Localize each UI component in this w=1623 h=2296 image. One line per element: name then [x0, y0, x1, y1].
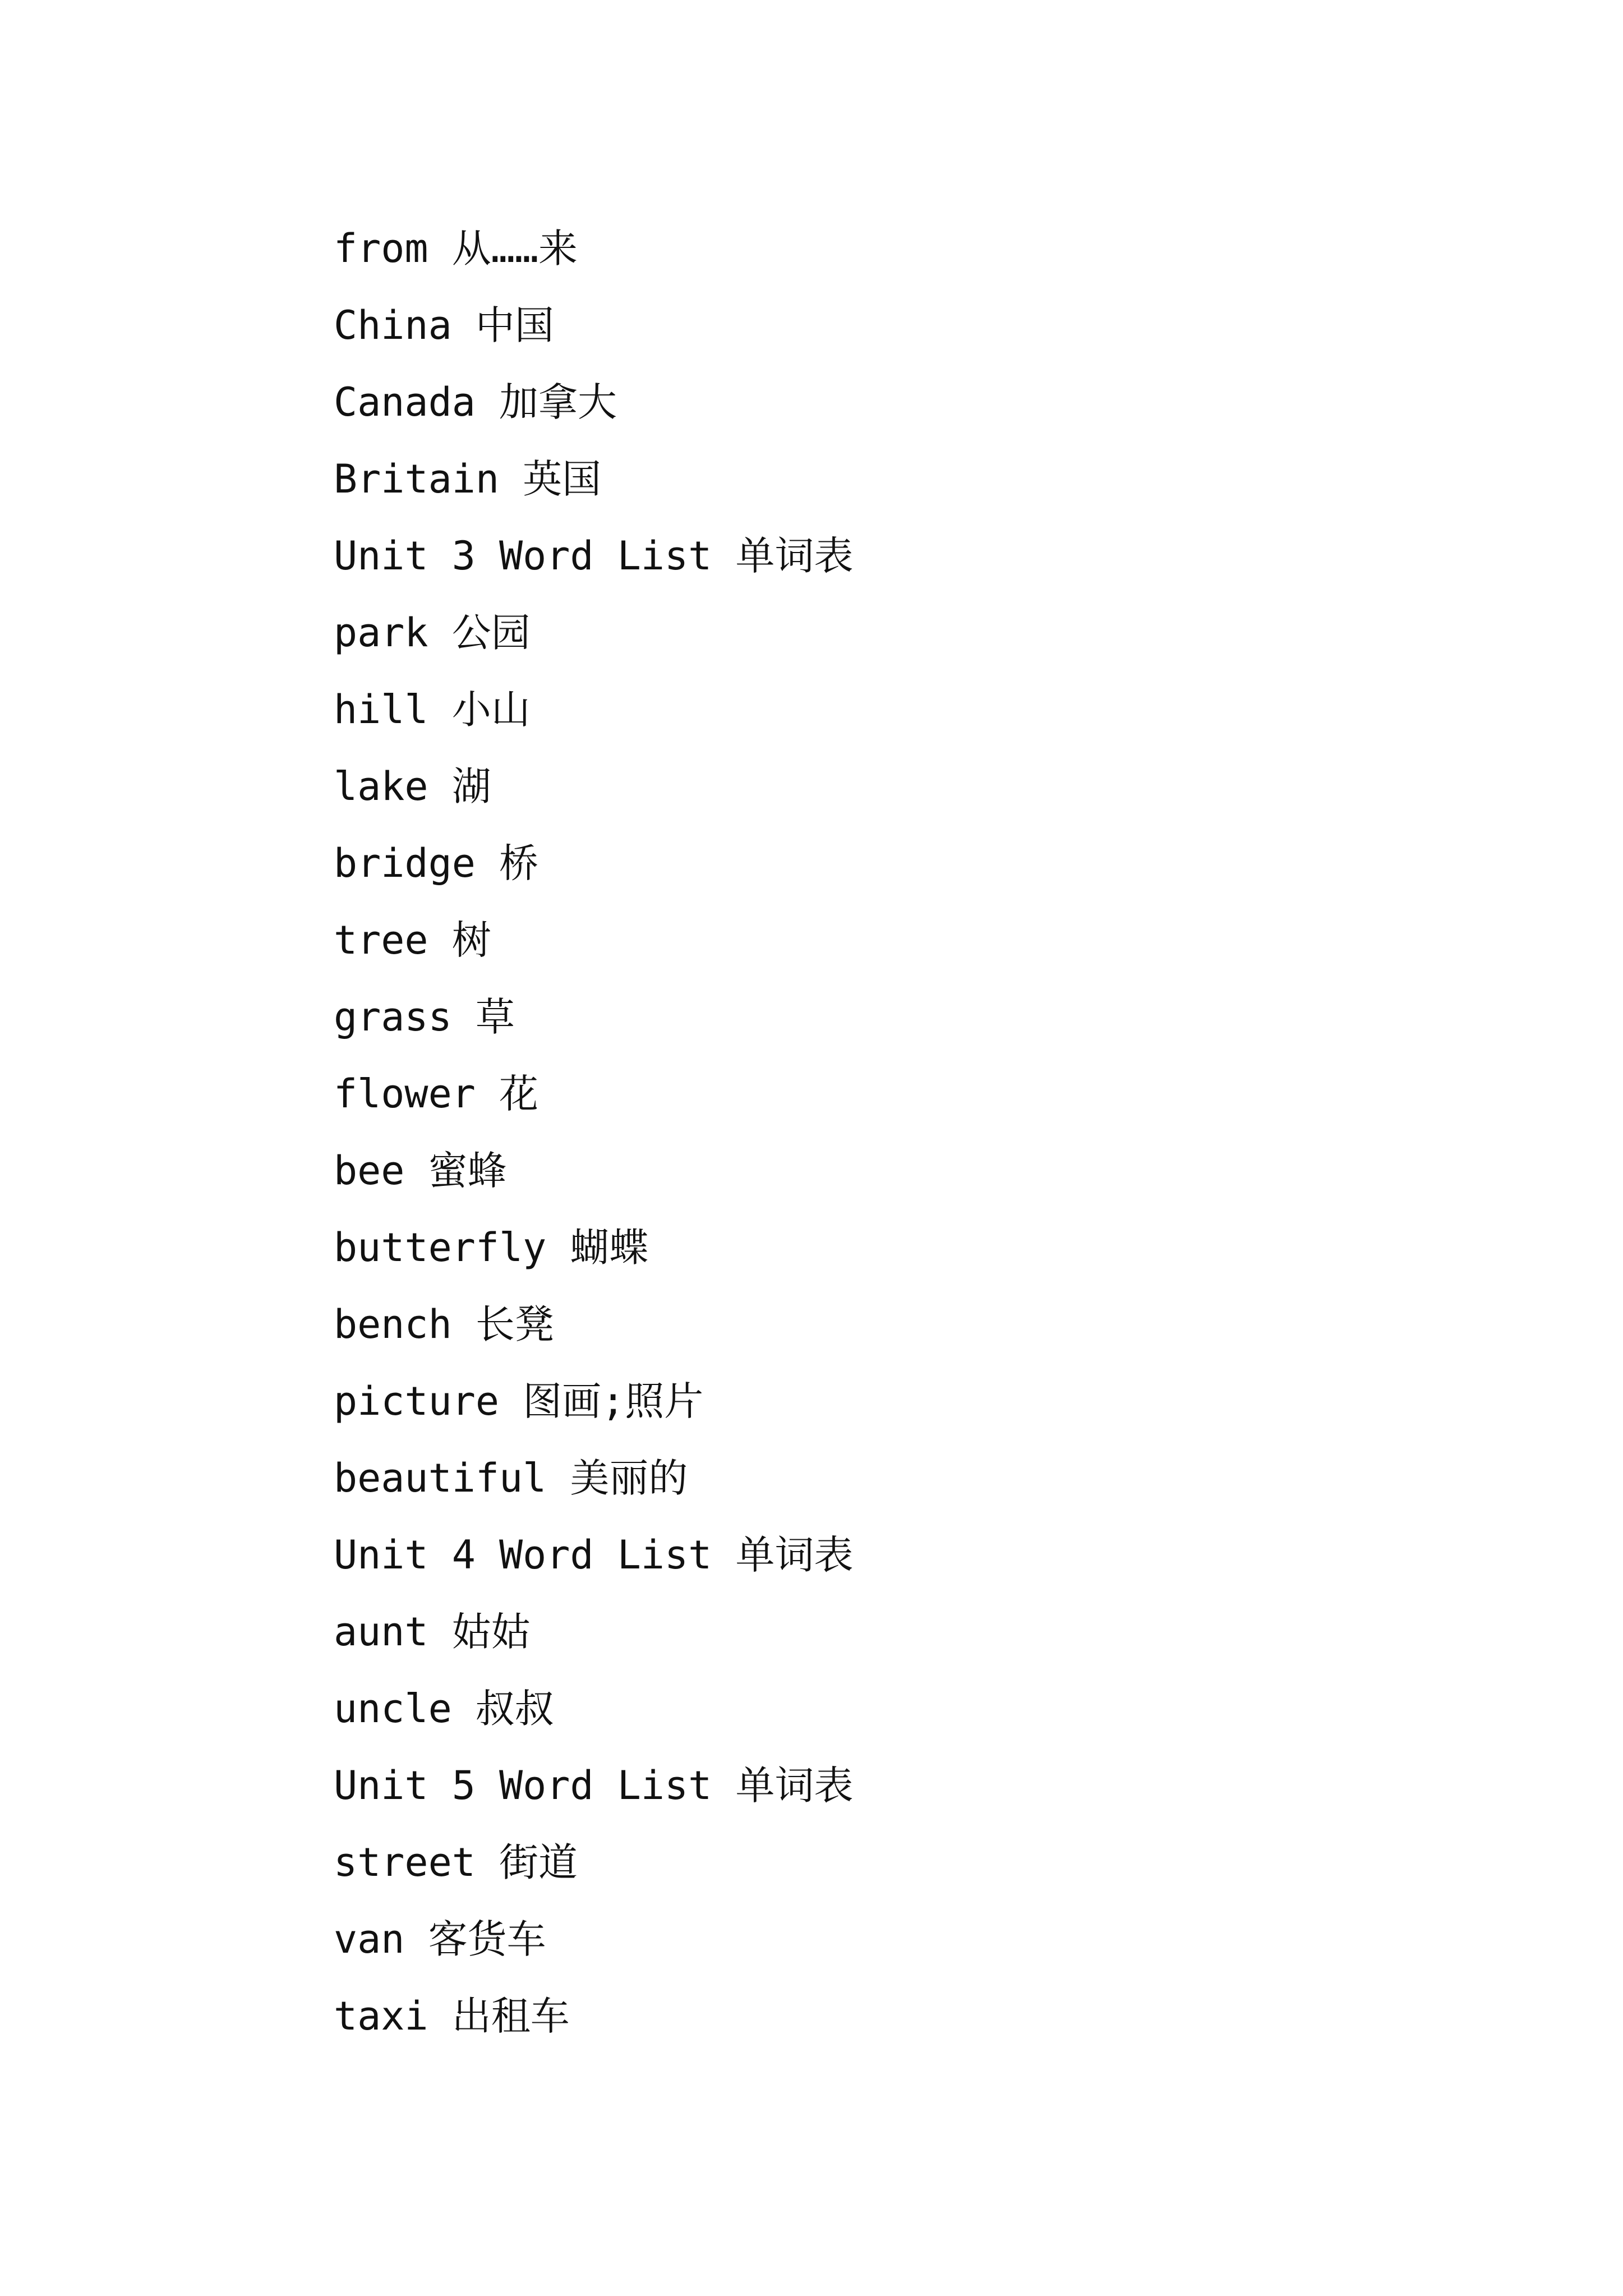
vocab-line: from 从……来: [334, 226, 578, 272]
vocab-line: butterfly 蝴蝶: [334, 1225, 649, 1271]
vocab-line: hill 小山: [334, 687, 531, 733]
vocab-line: grass 草: [334, 994, 515, 1040]
vocab-line: uncle 叔叔: [334, 1686, 554, 1732]
word-list: [334, 210, 853, 2055]
unit-heading: Unit 3 Word List 单词表: [334, 533, 854, 579]
vocab-line: tree 树: [334, 917, 491, 963]
vocab-line: Britain 英国: [334, 456, 602, 502]
vocab-line: park 公园: [334, 610, 531, 656]
vocab-line: flower 花: [334, 1071, 539, 1117]
vocab-line: taxi 出租车: [334, 1993, 570, 2039]
vocab-line: bee 蜜蜂: [334, 1148, 507, 1194]
vocab-line: Canada 加拿大: [334, 379, 617, 425]
vocab-line: street 街道: [334, 1839, 578, 1885]
vocab-line: bench 长凳: [334, 1301, 554, 1347]
vocab-line: lake 湖: [334, 763, 491, 809]
vocab-line: beautiful 美丽的: [334, 1455, 688, 1501]
vocab-line: picture 图画;照片: [334, 1378, 704, 1424]
vocab-line: aunt 姑姑: [334, 1609, 531, 1655]
vocab-line: China 中国: [334, 302, 554, 348]
vocab-line: van 客货车: [334, 1916, 546, 1962]
vocab-line: bridge 桥: [334, 840, 539, 886]
unit-heading: Unit 5 Word List 单词表: [334, 1763, 854, 1809]
unit-heading: Unit 4 Word List 单词表: [334, 1532, 854, 1578]
